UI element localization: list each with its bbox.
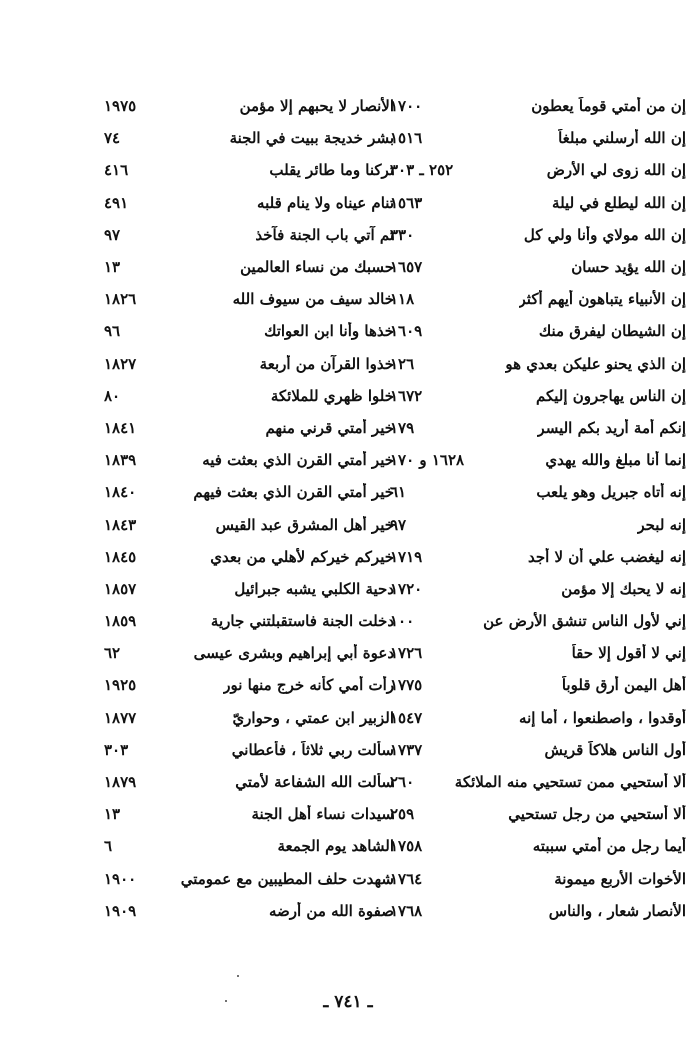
entry-text: إني لأول الناس تنشق الأرض عن xyxy=(483,612,686,631)
entry-page-number: ١٧٦٤ xyxy=(390,869,423,888)
entry-text: الأنصار لا يحبهم إلا مؤمن xyxy=(239,97,394,116)
index-entry xyxy=(104,734,394,766)
entry-page-number: ١٨٤٣ xyxy=(104,515,137,534)
entry-page-number: ١٧٢٠ xyxy=(390,579,423,598)
index-entry xyxy=(104,283,394,315)
entry-page-number: ١٧٥٨ xyxy=(390,837,423,856)
entry-page-number: ١٧٧٥ xyxy=(390,676,423,695)
entry-page-number: ١٨٤١ xyxy=(104,418,137,437)
entry-page-number: ١٩٠٠ xyxy=(104,869,137,888)
index-entry xyxy=(104,637,394,669)
entry-text: خالد سيف من سيوف الله xyxy=(232,290,394,309)
index-entry xyxy=(390,830,686,862)
entry-page-number: ٨٠ xyxy=(104,386,121,405)
index-entry xyxy=(104,798,394,830)
entry-text: إن الله أرسلني مبلغاً xyxy=(558,129,686,148)
entry-text: أول الناس هلاكاً قريش xyxy=(544,740,686,759)
entry-page-number: ١٨٤٠ xyxy=(104,483,137,502)
index-entry xyxy=(104,830,394,862)
entry-page-number: ١٨٥٧ xyxy=(104,579,137,598)
index-entry xyxy=(104,573,394,605)
entry-text: أيما رجل من أمتي سببته xyxy=(532,837,686,856)
entry-page-number: ١٥٤٧ xyxy=(390,708,423,727)
entry-text: إن الله ليطلع في ليلة xyxy=(552,193,686,212)
index-entry xyxy=(104,380,394,412)
index-entry xyxy=(390,154,686,186)
index-entry xyxy=(390,90,686,122)
entry-page-number: ١٩٢٥ xyxy=(104,676,137,695)
entry-text: إنه لبحر xyxy=(637,515,686,534)
entry-page-number: ٣٠٣ xyxy=(104,740,129,759)
entry-text: أهل اليمن أرق قلوباً xyxy=(561,676,686,695)
entry-page-number: ١٧٦٨ xyxy=(390,901,423,920)
entry-text: إن الذي يحنو عليكن بعدي هو xyxy=(505,354,686,373)
entry-page-number: ١٨٣٩ xyxy=(104,451,137,470)
index-entry xyxy=(390,315,686,347)
entry-page-number: ٤١٦ xyxy=(104,161,129,180)
entry-page-number: ١٧٢٦ xyxy=(390,644,423,663)
index-entry xyxy=(390,702,686,734)
entry-text: إن الله مولاي وأنا ولي كل xyxy=(523,225,686,244)
entry-page-number: ١٦٥٧ xyxy=(390,258,423,277)
entry-text: سألت ربي ثلاثاً ، فأعطاني xyxy=(231,740,394,759)
index-entry xyxy=(104,541,394,573)
entry-text: إن من أمتي قوماً يعطون xyxy=(531,97,686,116)
entry-page-number: ١٩٠٩ xyxy=(104,901,137,920)
index-entry xyxy=(390,283,686,315)
index-entry xyxy=(390,669,686,701)
index-entry xyxy=(390,541,686,573)
index-entry xyxy=(104,251,394,283)
entry-page-number: ٦٢ xyxy=(104,644,121,663)
entry-page-number: ١٧٩ xyxy=(390,418,415,437)
entry-text: حسبك من نساء العالمين xyxy=(240,258,394,277)
entry-text: الزبير ابن عمتي ، وحواريّ xyxy=(232,708,394,727)
entry-text: الأخوات الأربع ميمونة xyxy=(554,869,686,888)
index-entry xyxy=(104,315,394,347)
index-entry xyxy=(390,348,686,380)
index-entry xyxy=(104,122,394,154)
entry-text: إن الناس يهاجرون إليكم xyxy=(536,386,686,405)
entry-page-number: ٩٧ xyxy=(104,225,121,244)
entry-text: خير أمتي القرن الذي بعثت فيه xyxy=(202,451,394,470)
entry-text: خذها وأنا ابن العواتك xyxy=(264,322,394,341)
entry-page-number: ١٨٢٧ xyxy=(104,354,137,373)
entry-page-number: ١٥٦٣ xyxy=(390,193,423,212)
entry-text: تنام عيناه ولا ينام قلبه xyxy=(257,193,394,212)
index-entry xyxy=(390,863,686,895)
entry-text: سألت الله الشفاعة لأمتي xyxy=(235,773,394,792)
index-entry xyxy=(390,605,686,637)
entry-text: إن الشيطان ليفرق منك xyxy=(538,322,686,341)
entry-page-number: ١٨٤٥ xyxy=(104,547,137,566)
index-entry xyxy=(390,219,686,251)
entry-text: إن الله زوى لي الأرض xyxy=(546,161,686,180)
index-entry xyxy=(104,154,394,186)
entry-page-number: ١٣ xyxy=(104,258,121,277)
entry-page-number: ١٨٧٧ xyxy=(104,708,137,727)
index-entry xyxy=(390,734,686,766)
index-entry xyxy=(390,573,686,605)
index-entry xyxy=(390,380,686,412)
index-entry xyxy=(104,895,394,927)
entry-page-number: ١٦٠٩ xyxy=(390,322,423,341)
entry-page-number: ١٢٦ xyxy=(390,354,415,373)
index-entry xyxy=(104,702,394,734)
entry-page-number: ١٨٢٦ xyxy=(104,290,137,309)
page-number: ـ ٧٤١ ـ xyxy=(323,992,373,1012)
entry-text: إنه أتاه جبريل وهو يلعب xyxy=(536,483,686,502)
entry-text: خذوا القرآن من أربعة xyxy=(259,354,394,373)
index-entry xyxy=(104,476,394,508)
entry-page-number: ١٧٠٠ xyxy=(390,97,423,116)
entry-text: دعوة أبي إبراهيم وبشرى عيسى xyxy=(193,644,394,663)
index-entry xyxy=(104,90,394,122)
entry-text: بشر خديجة ببيت في الجنة xyxy=(229,129,394,148)
index-entry xyxy=(390,895,686,927)
entry-text: دحية الكلبي يشبه جبرائيل xyxy=(234,579,394,598)
index-entry xyxy=(390,476,686,508)
index-entry xyxy=(390,412,686,444)
entry-text: خيركم خيركم لأهلي من بعدي xyxy=(210,547,394,566)
entry-page-number: ٦١ xyxy=(390,483,407,502)
entry-page-number: ٢٦٠ xyxy=(390,773,415,792)
entry-text: ألا أستحيي ممن تستحيي منه الملائكة xyxy=(454,773,686,792)
index-entry xyxy=(390,251,686,283)
index-entry xyxy=(390,122,686,154)
index-entry xyxy=(104,444,394,476)
entry-text: إنه لا يحبك إلا مؤمن xyxy=(561,579,686,598)
index-entry xyxy=(104,348,394,380)
entry-page-number: ١٦٢٨ و ١٧٠ xyxy=(390,451,465,470)
index-entry xyxy=(104,605,394,637)
entry-page-number: ١٦٧٢ xyxy=(390,386,423,405)
entry-page-number: ١٨٥٩ xyxy=(104,612,137,631)
index-entry xyxy=(390,444,686,476)
entry-text: إن الله يؤيد حسان xyxy=(571,258,686,277)
entry-text: خير أمتي القرن الذي بعثت فيهم xyxy=(193,483,394,502)
scan-speck xyxy=(225,1000,227,1002)
entry-text: خير أمتي قرني منهم xyxy=(265,418,394,437)
scan-speck xyxy=(237,975,239,977)
index-entry xyxy=(104,766,394,798)
index-entry xyxy=(104,219,394,251)
entry-text: إنه ليغضب علي أن لا أجد xyxy=(527,547,686,566)
right-index-column xyxy=(390,90,686,927)
entry-page-number: ٩٧ xyxy=(390,515,407,534)
entry-text: الأنصار شعار ، والناس xyxy=(548,901,686,920)
entry-page-number: ١٧٣٧ xyxy=(390,740,423,759)
entry-page-number: ١٨٧٩ xyxy=(104,773,137,792)
entry-page-number: ٩٦ xyxy=(104,322,121,341)
entry-text: تركنا وما طائر يقلب xyxy=(269,161,394,180)
entry-text: إني لا أقول إلا حقاً xyxy=(571,644,686,663)
index-entry xyxy=(390,798,686,830)
entry-page-number: ١٩٧٥ xyxy=(104,97,137,116)
entry-text: خلوا ظهري للملائكة xyxy=(270,386,394,405)
entry-page-number: ١٠٠ xyxy=(390,612,415,631)
entry-text: صفوة الله من أرضه xyxy=(269,901,394,920)
entry-text: أوقدوا ، واصطنعوا ، أما إنه xyxy=(519,708,686,727)
index-entry xyxy=(104,508,394,540)
left-index-column xyxy=(104,90,394,927)
entry-page-number: ٤٩١ xyxy=(104,193,129,212)
entry-text: إنكم أمة أريد بكم اليسر xyxy=(537,418,686,437)
entry-page-number: ٣٣٠ xyxy=(390,225,415,244)
entry-text: إنما أنا مبلغ والله يهدي xyxy=(545,451,686,470)
entry-text: سيدات نساء أهل الجنة xyxy=(251,805,394,824)
index-entry xyxy=(390,187,686,219)
index-entry xyxy=(104,863,394,895)
index-entry xyxy=(104,187,394,219)
entry-page-number: ١١٨ xyxy=(390,290,415,309)
entry-text: إن الأنبياء يتباهون أيهم أكثر xyxy=(518,290,686,309)
index-entry xyxy=(390,766,686,798)
entry-text: خير أهل المشرق عبد القيس xyxy=(215,515,394,534)
index-entry xyxy=(104,412,394,444)
entry-page-number: ٢٥٢ ـ ٣٠٣ xyxy=(390,161,454,180)
entry-page-number: ٧٤ xyxy=(104,129,121,148)
entry-page-number: ٦ xyxy=(104,837,113,856)
entry-text: الشاهد يوم الجمعة xyxy=(277,837,394,856)
entry-text: ألا أستحيي من رجل تستحيي xyxy=(508,805,686,824)
index-entry xyxy=(390,508,686,540)
index-entry xyxy=(390,637,686,669)
entry-text: شهدت حلف المطيبين مع عمومتي xyxy=(180,869,394,888)
entry-text: دخلت الجنة فاستقبلتني جارية xyxy=(210,612,394,631)
entry-page-number: ١٣ xyxy=(104,805,121,824)
entry-text: رأت أمي كأنه خرج منها نور xyxy=(223,676,394,695)
entry-text: ثم آتي باب الجنة فآخذ xyxy=(255,225,394,244)
entry-page-number: ٢٥٩ xyxy=(390,805,415,824)
entry-page-number: ١٥١٦ xyxy=(390,129,423,148)
index-entry xyxy=(104,669,394,701)
entry-page-number: ١٧١٩ xyxy=(390,547,423,566)
